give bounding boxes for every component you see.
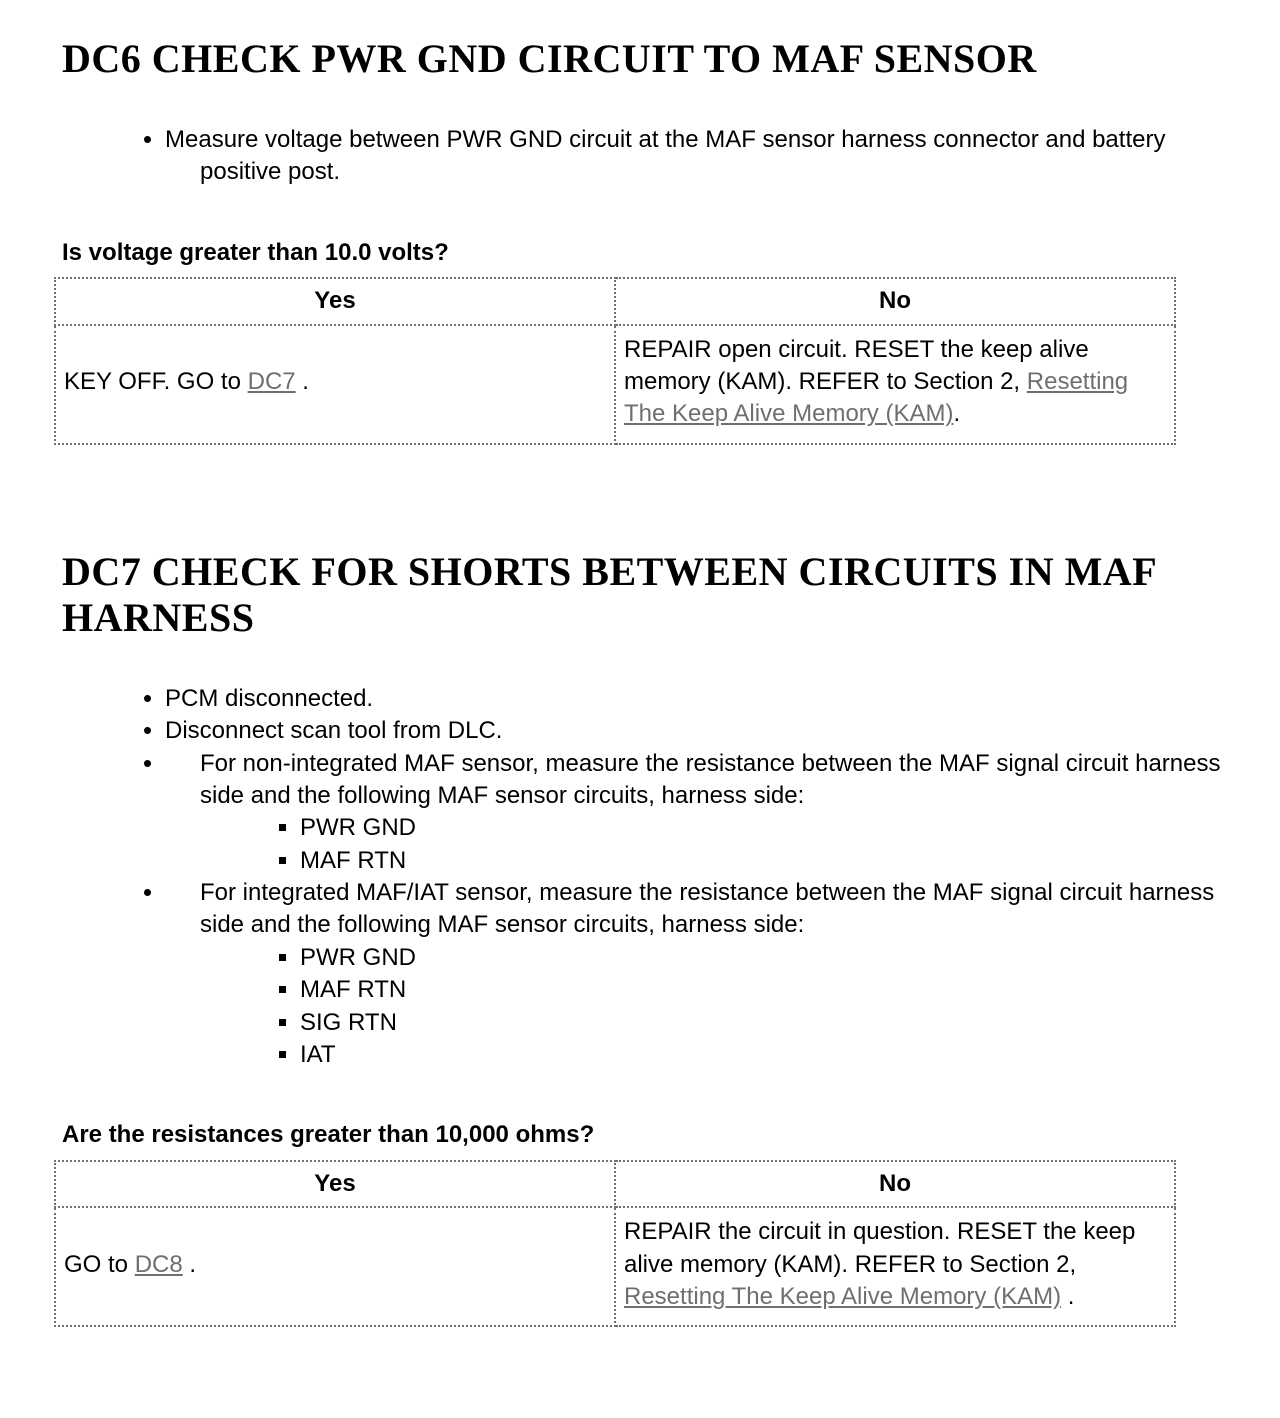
link-resetting-kam[interactable]: Resetting The Keep Alive Memory (KAM) xyxy=(624,1282,1062,1310)
sub-bullet-text: MAF RTN xyxy=(300,976,407,1004)
yes-header-cell: Yes xyxy=(55,1161,615,1207)
link-resetting-kam[interactable]: Resetting The Keep Alive Memory (KAM) xyxy=(624,367,1129,428)
table-body-row xyxy=(55,1207,1175,1326)
bullet-text: PCM disconnected. xyxy=(165,684,374,712)
section-dc6-question: Is voltage greater than 10.0 volts? xyxy=(62,238,449,266)
sub-bullet-item xyxy=(300,845,1234,877)
sub-bullet-text: PWR GND xyxy=(300,943,416,971)
yes-cell xyxy=(55,325,615,444)
yes-cell-text: KEY OFF. GO to xyxy=(64,367,248,395)
sub-bullet-item xyxy=(300,1007,1234,1039)
table-header-row xyxy=(55,1161,1175,1207)
bullet-text: Disconnect scan tool from DLC. xyxy=(165,717,503,745)
sub-bullet-text: MAF RTN xyxy=(300,846,407,874)
yes-header-cell: Yes xyxy=(55,278,615,324)
yes-cell-text-post: . xyxy=(182,1250,197,1278)
section-dc6-bullet-list xyxy=(62,124,1234,189)
bullet-item xyxy=(165,683,1234,715)
bullet-item xyxy=(165,877,1234,1071)
sub-bullet-item xyxy=(300,942,1234,974)
sub-bullet-text: IAT xyxy=(300,1041,336,1069)
yes-cell-text: GO to xyxy=(64,1250,135,1278)
no-cell-text: REPAIR the circuit in question. RESET the keep alive memory (KAM). REFER to Section 2, xyxy=(624,1218,1136,1278)
sub-bullet-list xyxy=(200,812,1234,877)
bullet-item xyxy=(165,124,1234,189)
sub-bullet-text: SIG RTN xyxy=(300,1008,397,1036)
section-dc7-bullet-list xyxy=(62,683,1234,1072)
sub-bullet-item xyxy=(300,812,1234,844)
no-cell xyxy=(615,325,1175,444)
sub-bullet-item xyxy=(300,1039,1234,1071)
section-dc6 xyxy=(62,36,1234,445)
section-dc7-decision-table xyxy=(54,1160,1176,1328)
table-header-row xyxy=(55,278,1175,324)
section-dc7-heading: DC7 CHECK FOR SHORTS BETWEEN CIRCUITS IN MAF HARNESS xyxy=(62,548,1156,640)
section-dc7-question: Are the resistances greater than 10,000 ohms? xyxy=(62,1121,595,1149)
sub-bullet-list xyxy=(200,942,1234,1072)
yes-cell xyxy=(55,1207,615,1326)
no-cell-text-post: . xyxy=(953,400,961,428)
no-header-cell: No xyxy=(615,1161,1175,1207)
no-cell-text: REPAIR open circuit. RESET the keep alive memory (KAM). REFER to Section 2, xyxy=(624,335,1089,395)
bullet-item xyxy=(165,715,1234,747)
bullet-text: Measure voltage between PWR GND circuit at the MAF sensor harness connector and battery positive post. xyxy=(165,126,1166,186)
no-header-cell: No xyxy=(615,278,1175,324)
sub-bullet-item xyxy=(300,974,1234,1006)
bullet-text: For non-integrated MAF sensor, measure the resistance between the MAF signal circuit harness side and the following MAF sensor circuits, harness side: xyxy=(200,749,1221,809)
bullet-item xyxy=(165,748,1234,878)
link-dc7[interactable]: DC7 xyxy=(247,367,296,395)
section-dc6-decision-table xyxy=(54,277,1176,445)
yes-cell-text-post: . xyxy=(295,367,309,395)
no-cell-text-post: . xyxy=(1061,1282,1075,1310)
link-dc8[interactable]: DC8 xyxy=(134,1250,183,1278)
sub-bullet-text: PWR GND xyxy=(300,814,416,842)
bullet-text: For integrated MAF/IAT sensor, measure the resistance between the MAF signal circuit harness side and the following MAF sensor circuits, harness side: xyxy=(200,879,1215,939)
no-cell xyxy=(615,1207,1175,1326)
section-dc7 xyxy=(62,549,1234,1328)
section-dc6-heading: DC6 CHECK PWR GND CIRCUIT TO MAF SENSOR xyxy=(62,36,1037,81)
table-body-row xyxy=(55,325,1175,444)
